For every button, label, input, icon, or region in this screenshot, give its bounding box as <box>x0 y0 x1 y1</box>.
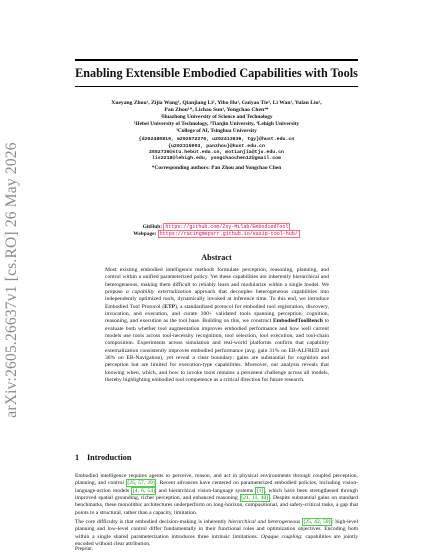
p2-text-c: : capabilities are jointly encoded without clear attribution, <box>75 533 358 548</box>
intro-paragraph-1 <box>75 473 358 517</box>
email-line-1: {d202480819, m202572276, u202413636, tgy}@hust.edu.cn <box>138 137 295 143</box>
paper-title: Enabling Extensible Embodied Capabilities with Tools <box>75 66 358 80</box>
p1-text-e: . Despite substantial gains on standard benchmarks, these monolithic architectures underperform on long-horizon, compositional, and safety-critical tasks, a gap that points to a structural, rather than a capacity, limitation. <box>75 495 358 516</box>
corresponding-authors: *Corresponding authors: Pan Zhou and Yongchao Chen <box>151 164 282 171</box>
abstract-emphasis: a capability externalization <box>126 289 192 296</box>
intro-paragraph-2 <box>75 519 358 548</box>
section-title: Introduction <box>87 453 132 462</box>
p2-text-a: The core difficulty is that embodied decision-making is inherently <box>75 519 229 525</box>
abstract-heading: Abstract <box>201 253 232 262</box>
affiliation-line-1: ¹Huazhong University of Science and Technology <box>160 114 273 121</box>
affiliation-line-3: ⁵College of AI, Tsinghua University <box>176 128 257 135</box>
p1-text-a: Embodied intelligence requires agents to perceive, reason, and act in physical environments through coupled perception, planning, and control <box>75 473 358 487</box>
abstract-benchmark-name: EmbodiedToolBench <box>272 318 323 325</box>
p1-text-b: . Recent advances have centered on parameterized embodied policies, including vision-language-action models <box>75 480 358 494</box>
email-line-3: 2552730@stu.hebut.edu.cn, motianjia@tju.edu.cn <box>148 149 284 155</box>
email-line-2: {u202315003, panzhou}@hust.edu.cn <box>168 143 265 149</box>
citation-link[interactable]: [25, 57, 39] <box>127 480 155 487</box>
abstract-body <box>105 267 329 385</box>
abstract-text-1: Most existing embodied intelligence methods formulate perception, reasoning, planning, and control within a unified parameterized policy. Yet these capabilities are inherently hierarchical and heterogeneous, making them difficult to reliably learn and modularize within a single model. We propose <box>105 267 329 296</box>
author-block <box>40 100 393 172</box>
citation-link[interactable]: [21, 11, 40] <box>241 495 269 502</box>
author-line-2: Pan Zhou¹*, Lichao Sun³, Yongchao Chen⁴* <box>164 107 269 114</box>
webpage-label: Webpage: <box>133 231 157 238</box>
links-block <box>40 224 393 238</box>
citation-link[interactable]: [4, 6, 54] <box>132 487 155 494</box>
abstract-etp: ETP <box>164 303 176 310</box>
arxiv-stamp <box>2 60 22 500</box>
footer-preprint: Preprint. <box>75 546 94 552</box>
webpage-link[interactable]: https://racingmepsrr.github.io/easip-tool-hub/ <box>159 231 298 238</box>
section-number: 1 <box>75 453 80 462</box>
citation-link[interactable]: [25, 42, 59] <box>303 519 331 525</box>
section-heading <box>75 453 131 462</box>
p1-text-d: , which have been strengthened through improved spatial grounding, richer perception, and enhanced reasoning <box>75 487 358 502</box>
abstract-text-2: approach that decouples heterogeneous capabilities into independently optimized tools, dynamically invoked at inference time. To this end, we introduce Embodied Tool Protocol ( <box>105 289 330 310</box>
title-rule-bottom <box>75 86 358 87</box>
p2-emphasis-2: Opaque coupling <box>260 533 302 540</box>
p1-text-c: and hierarchical vision-language systems <box>156 487 256 494</box>
author-line-1: Xueyang Zhou¹, Zijia Wang¹, Qianjiang Li², Yibo Hu¹, Guiyao Tie¹, Li Wan¹, Yulan Liu¹, <box>111 100 322 106</box>
citation-link[interactable]: [1] <box>256 487 264 494</box>
abstract-text-3: ), a standardized protocol for embodied tool registration, discovery, invocation, and execution, and curate 100+ validated tools spanning perception, cognition, reasoning, and execution as the tool base. Building on this, we construct <box>105 303 329 325</box>
title-rule-top <box>75 59 358 61</box>
arxiv-stamp-text: arXiv:2605.26637v1 [cs.RO] 26 May 2026 <box>3 142 20 418</box>
github-label: GitHub: <box>142 224 163 230</box>
github-link[interactable]: https://github.com/Zxy-MLlab/EmbodiedTool <box>165 224 289 230</box>
abstract-text-4: to evaluate both whether tool augmentation improves embodied performance and how well current models use tools across tool-necessity recognition, tool selection, tool execution, and tool-chain composition. Experiments across simulation and real-world platforms confirm that capability externalization consistently improves embodied performance (avg. gain 31% on EB-ALFRED and 36% on EB-Navigation), yet reveal a clear boundary: gains are substantial for cognition and perception but are limited for execution-type capabilities. Moreover, our analysis reveals that knowing when, which, and how to invoke tools remains a persistent challenge across all models, thereby highlighting embodied tool competence as a critical direction for future research. <box>105 318 329 384</box>
affiliation-line-2: ²Hebei University of Technology, ³Tianjin University, ⁴Lehigh University <box>133 121 300 128</box>
email-line-4: lis2218@lehigh.edu, yongchaochen12@gmail.com <box>151 156 282 162</box>
p2-text-b: : high-level planning and low-level control differ fundamentally in their functional roles and optimization objectives. Encoding both within a single shared parameterization introduces three intrinsic limitations. <box>75 519 359 540</box>
p2-emphasis: hierarchical and heterogeneous <box>228 519 301 525</box>
